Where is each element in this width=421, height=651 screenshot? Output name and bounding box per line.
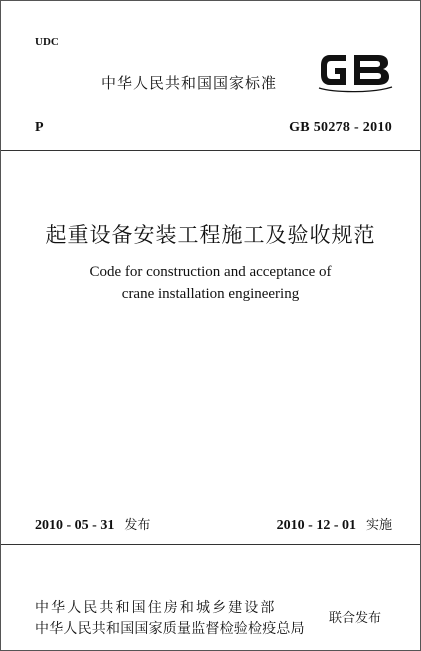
joint-release-label: 联合发布 <box>329 611 382 626</box>
gb-logo-icon <box>316 47 394 93</box>
standard-number: GB 50278 - 2010 <box>289 120 392 135</box>
bottom-divider <box>1 544 420 545</box>
implement-label: 实施 <box>365 518 392 533</box>
title-english <box>1 261 420 305</box>
implement-date-block <box>277 514 392 534</box>
title-english-line-2: crane installation engineering <box>121 286 300 302</box>
classification-code: P <box>35 120 44 135</box>
issuer-ministry: 中华人民共和国住房和城乡建设部 <box>35 600 277 616</box>
title-english-line-1: Code for construction and acceptance of <box>89 264 332 280</box>
issuing-authorities <box>35 598 305 640</box>
title-chinese: 起重设备安装工程施工及验收规范 <box>45 223 376 247</box>
issuer-aqsiq: 中华人民共和国国家质量监督检验检疫总局 <box>35 621 305 637</box>
implement-date: 2010 - 12 - 01 <box>276 518 356 533</box>
udc-label: UDC <box>35 36 59 48</box>
standard-type-heading: 中华人民共和国国家标准 <box>101 74 278 92</box>
issue-label: 发布 <box>124 518 151 533</box>
issue-date: 2010 - 05 - 31 <box>35 518 115 533</box>
top-divider <box>1 150 420 151</box>
issue-date-block <box>35 514 150 534</box>
